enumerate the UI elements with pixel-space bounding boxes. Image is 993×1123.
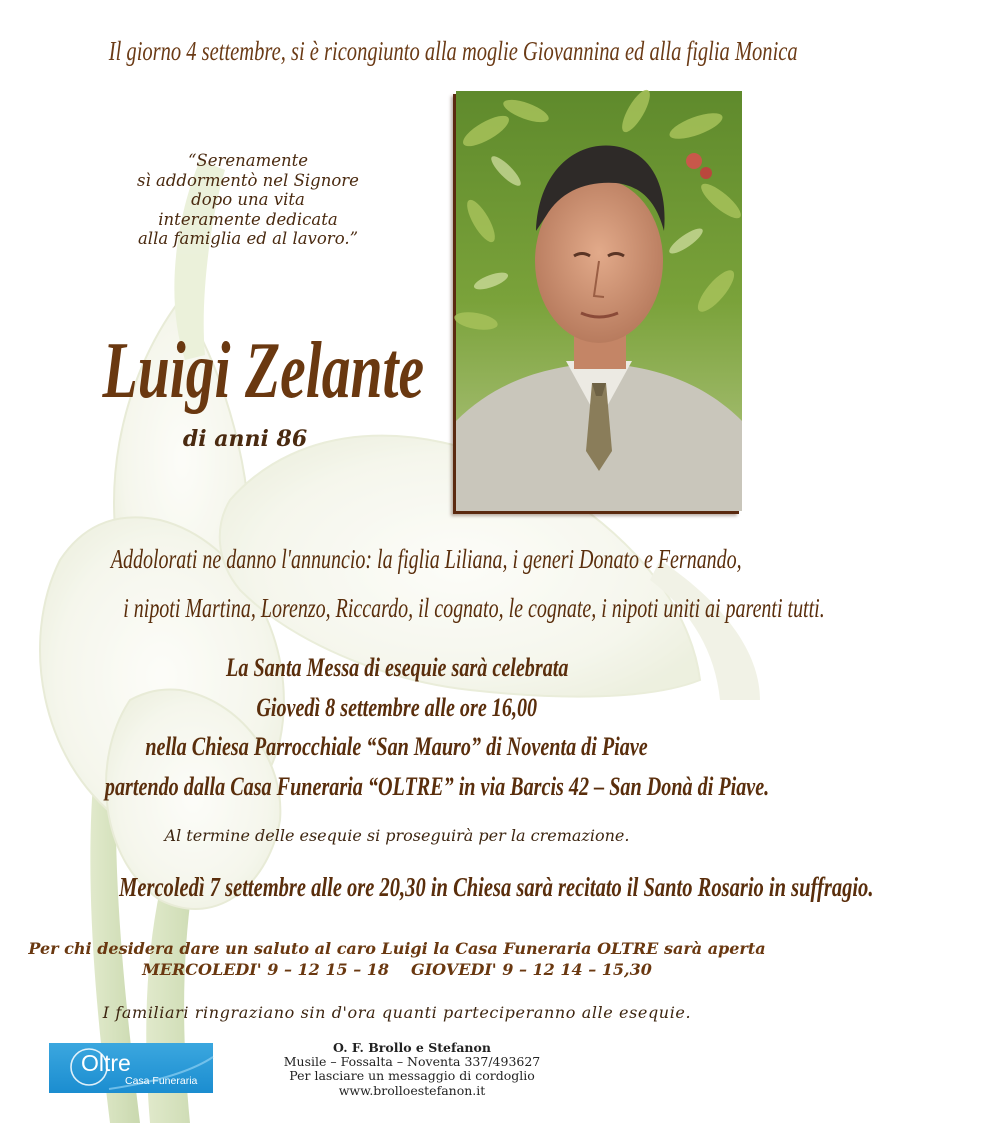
visiting-day-thursday: GIOVEDI' 9 – 12 14 – 15,30 — [411, 960, 652, 979]
deceased-name-text: Luigi Zelante — [102, 327, 425, 415]
announcement-line: i nipoti Martina, Lorenzo, Riccardo, il cognato, le cognate, i nipoti uniti ai parenti tutti. — [123, 593, 825, 623]
quote-line: sì addormentò nel Signore — [137, 170, 359, 190]
visiting-day-wednesday: MERCOLEDI' 9 – 12 15 – 18 — [142, 960, 390, 979]
logo-subtitle: Casa Funeraria — [125, 1075, 198, 1087]
rosary-notice — [0, 872, 874, 903]
family-thanks: I familiari ringraziano sin d'ora quanti parteciperanno alle esequie. — [102, 1003, 692, 1022]
quote-line: “Serenamente — [187, 151, 309, 170]
announcement — [0, 535, 825, 633]
logo-wordmark: Oltre — [81, 1050, 131, 1076]
memorial-quote — [88, 151, 408, 249]
visiting-hours — [0, 938, 794, 980]
mass-line: nella Chiesa Parrocchiale “San Mauro” di Noventa di Piave — [145, 731, 649, 761]
cremation-note: Al termine delle esequie si proseguirà per la cremazione. — [164, 826, 630, 845]
quote-line: dopo una vita — [191, 190, 305, 209]
deceased-name — [40, 326, 450, 417]
agency-locations: Musile – Fossalta – Noventa 337/493627 — [283, 1054, 541, 1070]
oltre-logo — [49, 1043, 213, 1093]
agency-name: O. F. Brollo e Stefanon — [333, 1040, 491, 1055]
visiting-schedule — [0, 959, 794, 980]
quote-line: interamente dedicata — [158, 209, 338, 229]
announcement-line: Addolorati ne danno l'annuncio: la figlia Liliana, i generi Donato e Fernando, — [110, 544, 742, 574]
deceased-portrait — [456, 91, 742, 511]
deceased-age: di anni 86 — [182, 426, 308, 452]
agency-message: Per lasciare un messaggio di cordoglio — [289, 1068, 535, 1084]
mass-line: partendo dalla Casa Funeraria “OLTRE” in via Barcis 42 – San Donà di Piave. — [104, 770, 770, 801]
funeral-mass-details — [0, 648, 794, 806]
mass-line: La Santa Messa di esequie sarà celebrata — [225, 652, 569, 682]
funeral-agency-info — [234, 1041, 590, 1098]
quote-line: alla famiglia ed al lavoro.” — [137, 229, 359, 248]
header-text — [0, 36, 798, 67]
mass-line: Giovedì 8 settembre alle ore 16,00 — [256, 691, 538, 722]
agency-website-link[interactable]: www.brolloestefanon.it — [338, 1082, 486, 1098]
visiting-intro: Per chi desidera dare un saluto al caro Luigi la Casa Funeraria OLTRE sarà aperta — [28, 939, 766, 958]
header-line: Il giorno 4 settembre, si è ricongiunto alla moglie Giovannina ed alla figlia Monica — [108, 36, 798, 66]
rosary-text: Mercoledì 7 settembre alle ore 20,30 in Chiesa sarà recitato il Santo Rosario in suffragio. — [119, 872, 874, 902]
portrait-illustration — [456, 91, 742, 511]
